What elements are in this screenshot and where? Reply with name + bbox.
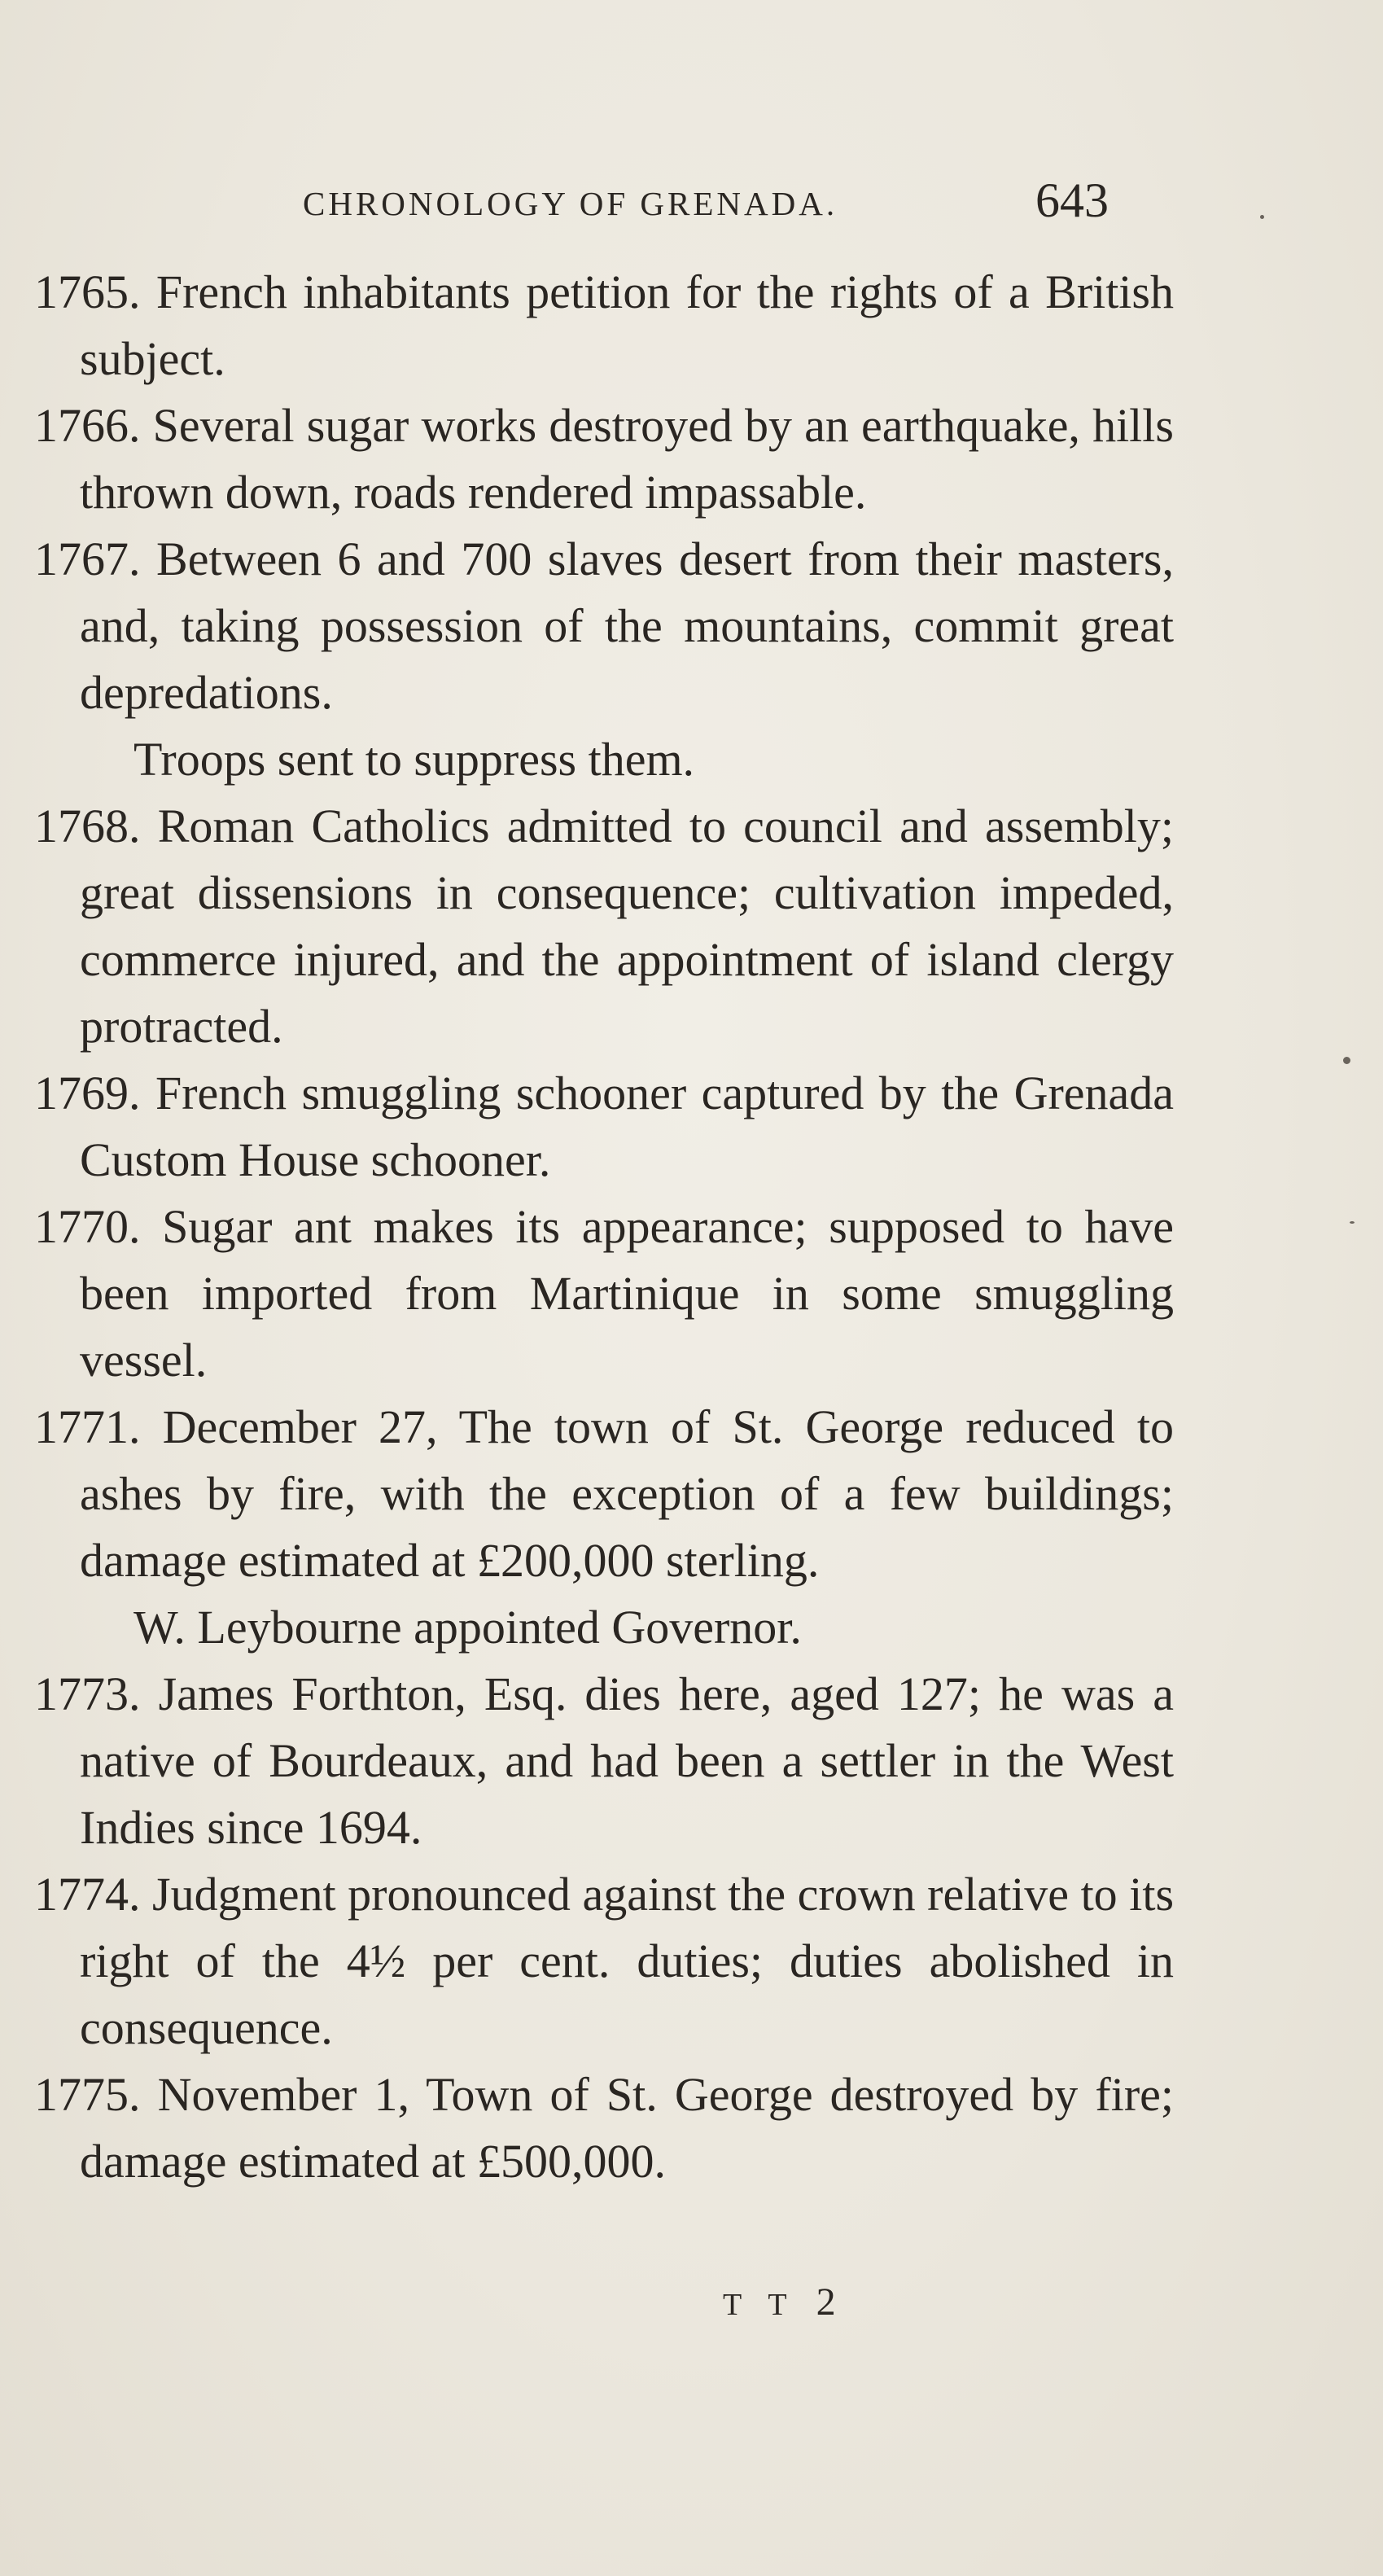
chronology-entry <box>34 1394 1174 1594</box>
chronology-entry <box>34 1861 1174 2061</box>
chronology-subentry: Troops sent to suppress them. <box>133 733 695 786</box>
chronology-entry <box>34 793 1174 1060</box>
chronology-entry <box>34 1060 1174 1194</box>
entry-text: French smuggling schooner captured by the Grenada Custom House schooner. <box>80 1067 1175 1186</box>
entry-year: 1773. <box>34 1667 141 1720</box>
entry-text: Roman Catholics admitted to council and assembly; great dissensions in consequence; cultivation impeded, commerce injured, and the appointment of island clergy protracted. <box>80 800 1174 1053</box>
paper-speck <box>1350 1221 1355 1224</box>
chronology-entry <box>34 526 1174 726</box>
signature-number: 2 <box>816 2280 846 2324</box>
entry-year: 1769. <box>34 1067 141 1119</box>
paper-speck <box>1343 1057 1350 1064</box>
entry-text: December 27, The town of St. George reduced to ashes by fire, with the exception of a few buildings; damage estimated at £200,000 sterling. <box>80 1400 1174 1587</box>
entry-year: 1767. <box>34 532 141 585</box>
signature-letters: T T <box>723 2288 797 2322</box>
chronology-entry <box>34 2061 1174 2195</box>
entry-year: 1771. <box>34 1400 141 1453</box>
chronology-entry <box>34 1661 1174 1861</box>
entry-text: Sugar ant makes its appearance; supposed to have been imported from Martinique in some smuggling vessel. <box>80 1200 1174 1387</box>
running-title: CHRONOLOGY OF GRENADA. <box>303 185 838 222</box>
entry-year: 1775. <box>34 2068 141 2121</box>
entry-text: Several sugar works destroyed by an earthquake, hills thrown down, roads rendered impassable. <box>80 399 1174 519</box>
entry-text: Judgment pronounced against the crown relative to its right of the 4½ per cent. duties; duties abolished in consequence. <box>80 1868 1175 2054</box>
entry-year: 1768. <box>34 800 141 852</box>
chronology-entry <box>34 392 1174 526</box>
entry-text: James Forthton, Esq. dies here, aged 127; he was a native of Bourdeaux, and had been a settler in the West Indies since 1694. <box>80 1667 1174 1854</box>
page-number: 643 <box>1035 173 1109 227</box>
entry-year: 1770. <box>34 1200 141 1253</box>
printer-signature-mark <box>723 2280 846 2324</box>
entry-text: Between 6 and 700 slaves desert from their masters, and, taking possession of the mountains, commit great depredations. <box>80 532 1174 719</box>
page-header <box>0 173 1383 230</box>
entry-year: 1765. <box>34 265 141 318</box>
chronology-subentry: W. Leybourne appointed Governor. <box>133 1601 802 1654</box>
entry-year: 1766. <box>34 399 141 452</box>
entry-text: French inhabitants petition for the rights of a British subject. <box>80 265 1174 385</box>
entry-year: 1774. <box>34 1868 141 1921</box>
chronology-entry <box>34 259 1174 392</box>
paper-speck <box>1260 215 1264 219</box>
entry-text: November 1, Town of St. George destroyed by fire; damage estimated at £500,000. <box>80 2068 1174 2188</box>
chronology-entry <box>34 1194 1174 1394</box>
chronology-entries <box>34 259 1174 2195</box>
